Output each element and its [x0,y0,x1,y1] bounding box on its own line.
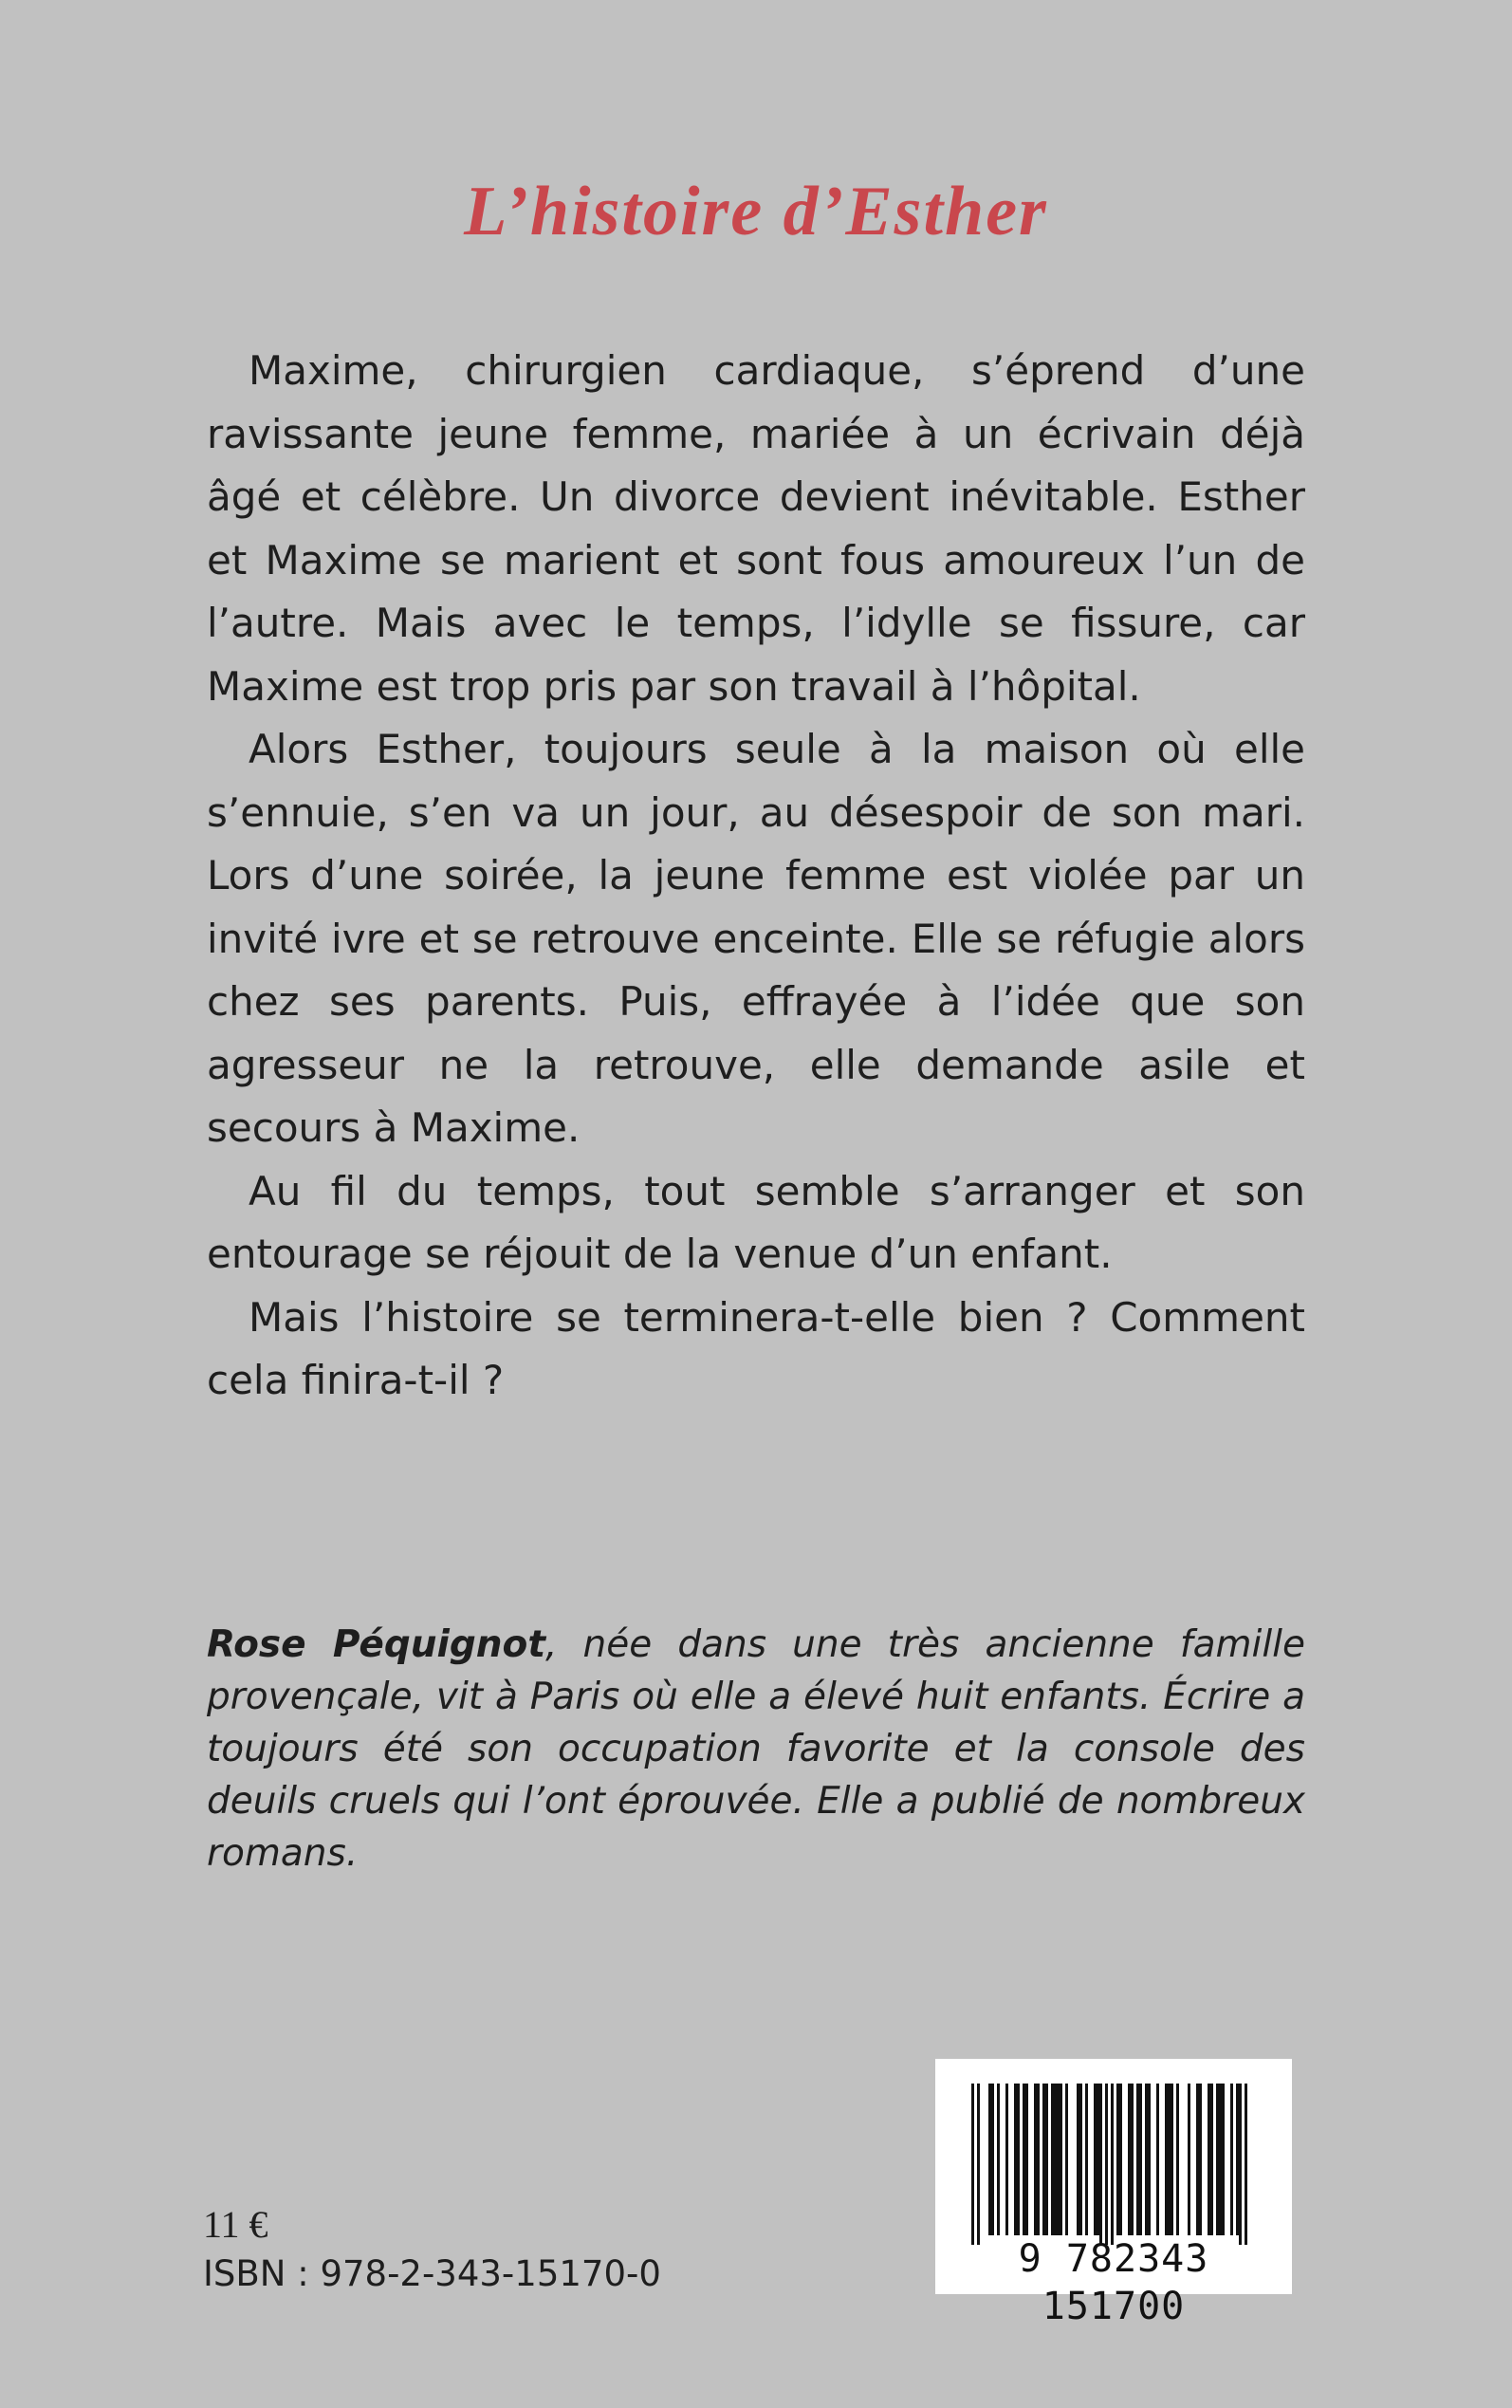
barcode-bar [1054,2084,1057,2235]
barcode-bar [1208,2084,1210,2235]
barcode-bar [1165,2084,1168,2235]
price: 11 € [203,2203,268,2246]
barcode-bar [1094,2084,1097,2235]
barcode-bar [1116,2084,1119,2235]
barcode-bar [1216,2084,1219,2235]
barcode-bar [1139,2084,1142,2235]
barcode-bar [1119,2084,1122,2235]
barcode-bar [1111,2084,1114,2245]
barcode-bar [1051,2084,1054,2235]
summary-paragraph: Alors Esther, toujours seule à la maison où elle s’ennuie, s’en va un jour, au désespoir de son mari. Lors d’une soirée, la jeune femme est violée par un invité ivre et se retrouve enceinte. Elle se réfugie alors chez ses parents. Puis, effrayée à l’idée que son agresseur ne la retrouve, elle demande asile et secours à Maxime. [207,726,1305,1151]
barcode-bar [1005,2084,1008,2235]
barcode-bar [1023,2084,1025,2235]
author-bio [207,1619,1305,1880]
book-title: L’histoire d’Esther [464,173,1048,250]
barcode-bar [1042,2084,1045,2235]
barcode-bar [1099,2084,1102,2245]
isbn: ISBN : 978-2-343-15170-0 [203,2253,661,2294]
barcode-bar [1199,2084,1202,2235]
author-bio-text: , née dans une très ancienne famille provençale, vit à Paris où elle a élevé huit enfants. Écrire a toujours été son occupation favorite et la console des deuils cruels qui l’ont éprouvée. Elle a publié de nombreux romans. [207,1623,1305,1875]
barcode-bar [1156,2084,1159,2235]
summary-paragraph: Au fil du temps, tout semble s’arranger et son entourage se réjouit de la venue d’un enfant. [207,1167,1305,1277]
book-summary [207,340,1305,1413]
barcode-bar [977,2084,980,2245]
barcode-bar [1176,2084,1179,2235]
barcode-bar [991,2084,994,2235]
barcode-bar [1060,2084,1062,2235]
barcode-bar [1045,2084,1048,2235]
barcode [935,2059,1292,2328]
barcode-bar [1171,2084,1173,2235]
barcode-bar [1077,2084,1079,2235]
barcode-bar [1196,2084,1199,2235]
barcode-bar [1128,2084,1131,2235]
barcode-bar [1222,2084,1225,2235]
barcode-bar [971,2084,974,2245]
barcode-bar [1245,2084,1247,2245]
barcode-bar [1065,2084,1068,2235]
barcode-bar [1025,2084,1028,2235]
barcode-bar [1136,2084,1139,2235]
barcode-bar [1145,2084,1148,2235]
barcode-bar [1219,2084,1222,2235]
barcode-bar [1057,2084,1060,2235]
barcode-bar [1014,2084,1017,2235]
barcode-bar [1131,2084,1134,2235]
barcode-bar [1085,2084,1088,2235]
barcode-bar [1210,2084,1213,2235]
barcode-bar [1079,2084,1082,2235]
barcode-bar [1105,2084,1108,2245]
barcode-digits: 9 782343 151700 [1018,2237,1209,2328]
barcode-bar [988,2084,991,2235]
barcode-bar [997,2084,1000,2235]
summary-paragraph: Mais l’histoire se terminera-t-elle bien ? Comment cela finira-t-il ? [207,1293,1305,1403]
barcode-bar [1034,2084,1037,2235]
barcode-bar [1236,2084,1239,2235]
barcode-bar [1239,2084,1242,2245]
barcode-bar [1230,2084,1233,2235]
barcode-bar [1148,2084,1151,2235]
barcode-bar [1168,2084,1171,2235]
barcode-bars [935,2059,1292,2249]
barcode-bar [1037,2084,1040,2235]
barcode-bar [1188,2084,1190,2235]
barcode-bar [1097,2084,1099,2235]
author-name: Rose Péquignot [207,1623,545,1666]
barcode-bar [1017,2084,1020,2235]
summary-paragraph: Maxime, chirurgien cardiaque, s’éprend d’une ravissante jeune femme, mariée à un écrivain déjà âgé et célèbre. Un divorce devient inévitable. Esther et Maxime se marient et sont fous amoureux l’un de l’autre. Mais avec le temps, l’idylle se fissure, car Maxime est trop pris par son travail à l’hôpital. [207,347,1305,710]
